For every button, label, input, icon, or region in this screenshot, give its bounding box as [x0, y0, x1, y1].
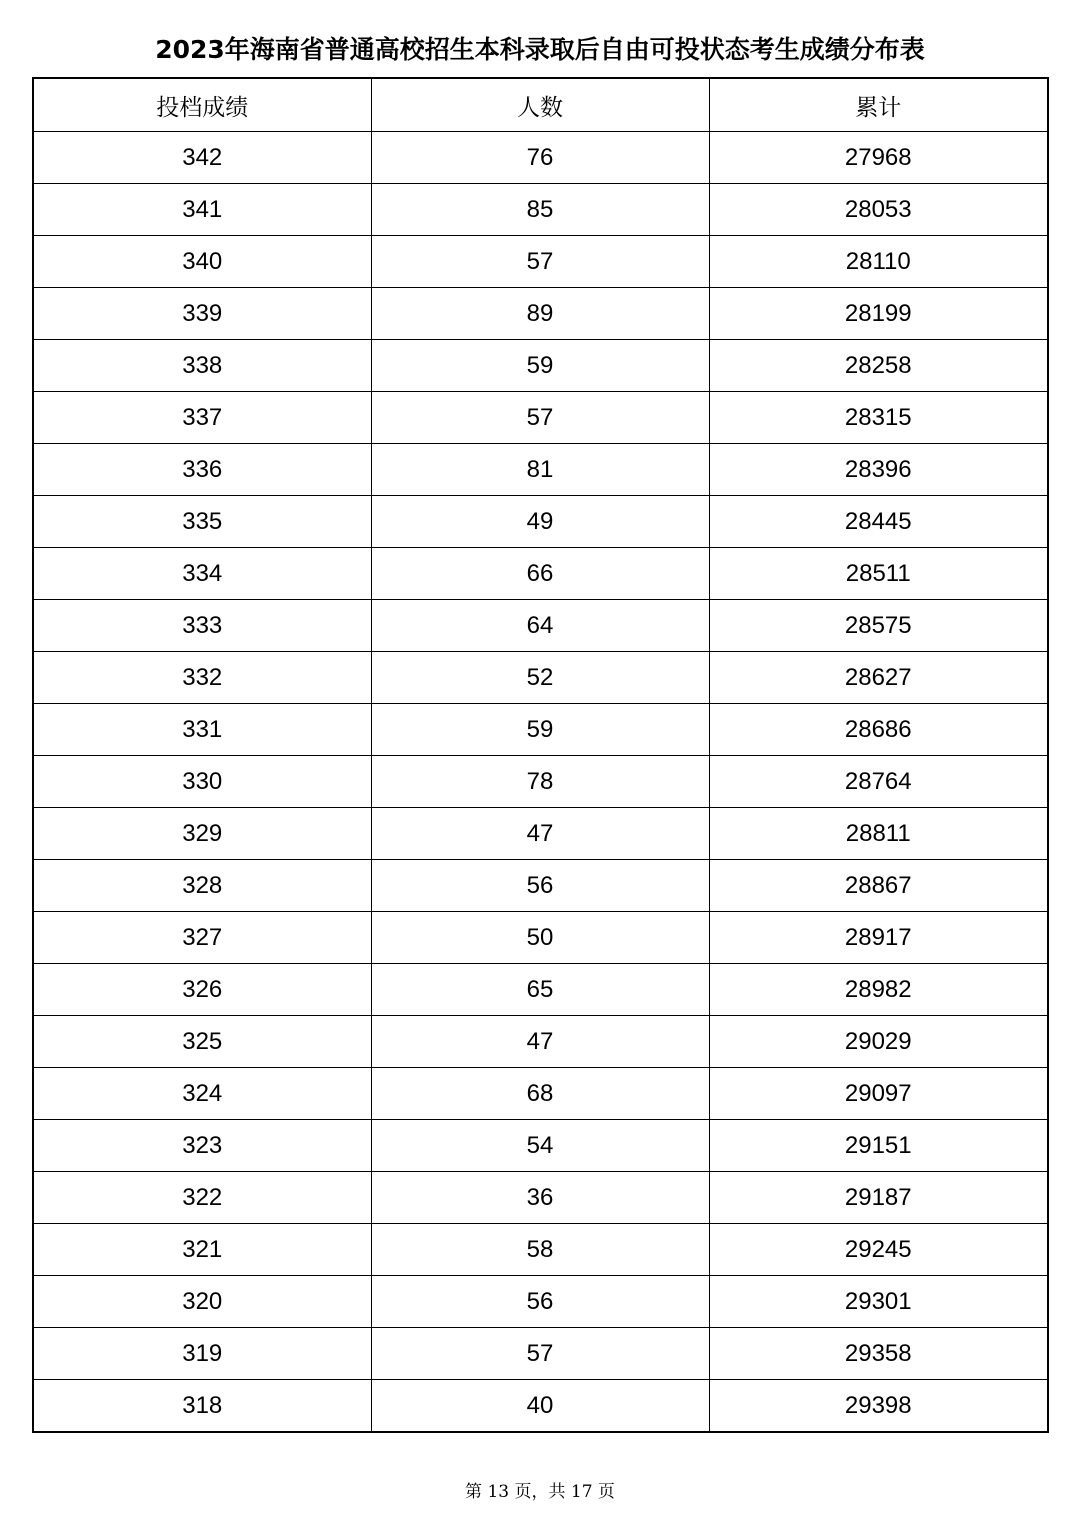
cell-cumulative: 29301 [709, 1276, 1048, 1328]
cell-cumulative: 28627 [709, 652, 1048, 704]
cell-cumulative: 28445 [709, 496, 1048, 548]
table-row [33, 1068, 1048, 1120]
cell-cumulative: 29358 [709, 1328, 1048, 1380]
cell-score: 329 [33, 808, 371, 860]
table-row [33, 1016, 1048, 1068]
cell-count: 52 [371, 652, 709, 704]
cell-score: 321 [33, 1224, 371, 1276]
cell-cumulative: 28110 [709, 236, 1048, 288]
table-row [33, 964, 1048, 1016]
cell-score: 327 [33, 912, 371, 964]
cell-cumulative: 28686 [709, 704, 1048, 756]
cell-score: 323 [33, 1120, 371, 1172]
cell-cumulative: 28867 [709, 860, 1048, 912]
cell-count: 89 [371, 288, 709, 340]
table-row [33, 1224, 1048, 1276]
table-row [33, 1120, 1048, 1172]
page-title: 2023年海南省普通高校招生本科录取后自由可投状态考生成绩分布表 [155, 35, 925, 64]
cell-score: 334 [33, 548, 371, 600]
table-row [33, 808, 1048, 860]
table-row [33, 1380, 1048, 1433]
cell-count: 58 [371, 1224, 709, 1276]
cell-count: 47 [371, 808, 709, 860]
cell-count: 57 [371, 392, 709, 444]
table-row [33, 496, 1048, 548]
cell-count: 76 [371, 132, 709, 184]
cell-count: 56 [371, 1276, 709, 1328]
cell-count: 64 [371, 600, 709, 652]
cell-cumulative: 28917 [709, 912, 1048, 964]
cell-score: 332 [33, 652, 371, 704]
cell-score: 324 [33, 1068, 371, 1120]
cell-cumulative: 29151 [709, 1120, 1048, 1172]
column-header-count: 人数 [371, 78, 709, 132]
cell-cumulative: 28811 [709, 808, 1048, 860]
cell-score: 320 [33, 1276, 371, 1328]
table-row [33, 184, 1048, 236]
cell-score: 336 [33, 444, 371, 496]
cell-cumulative: 29097 [709, 1068, 1048, 1120]
cell-cumulative: 28396 [709, 444, 1048, 496]
cell-score: 318 [33, 1380, 371, 1433]
table-row [33, 236, 1048, 288]
cell-count: 57 [371, 1328, 709, 1380]
cell-cumulative: 28199 [709, 288, 1048, 340]
table-row [33, 288, 1048, 340]
cell-score: 335 [33, 496, 371, 548]
cell-count: 54 [371, 1120, 709, 1172]
cell-score: 341 [33, 184, 371, 236]
table-row [33, 756, 1048, 808]
cell-count: 78 [371, 756, 709, 808]
cell-score: 330 [33, 756, 371, 808]
cell-score: 339 [33, 288, 371, 340]
cell-score: 326 [33, 964, 371, 1016]
cell-cumulative: 29245 [709, 1224, 1048, 1276]
cell-count: 57 [371, 236, 709, 288]
cell-score: 328 [33, 860, 371, 912]
table-row [33, 1276, 1048, 1328]
cell-cumulative: 28764 [709, 756, 1048, 808]
cell-cumulative: 28053 [709, 184, 1048, 236]
cell-count: 59 [371, 340, 709, 392]
table-row [33, 1172, 1048, 1224]
table-row [33, 860, 1048, 912]
cell-score: 319 [33, 1328, 371, 1380]
cell-count: 56 [371, 860, 709, 912]
cell-count: 50 [371, 912, 709, 964]
table-row [33, 600, 1048, 652]
cell-score: 333 [33, 600, 371, 652]
table-row [33, 340, 1048, 392]
cell-score: 340 [33, 236, 371, 288]
page-number: 第 13 页，共 17 页 [465, 1482, 615, 1502]
cell-cumulative: 28982 [709, 964, 1048, 1016]
cell-cumulative: 28315 [709, 392, 1048, 444]
table-row [33, 912, 1048, 964]
cell-count: 47 [371, 1016, 709, 1068]
table-body [33, 132, 1048, 1433]
cell-cumulative: 29187 [709, 1172, 1048, 1224]
cell-count: 49 [371, 496, 709, 548]
cell-count: 40 [371, 1380, 709, 1433]
table-row [33, 132, 1048, 184]
cell-score: 331 [33, 704, 371, 756]
cell-score: 322 [33, 1172, 371, 1224]
table-row [33, 444, 1048, 496]
score-distribution-table [32, 77, 1049, 1433]
table-row [33, 652, 1048, 704]
cell-cumulative: 28511 [709, 548, 1048, 600]
cell-cumulative: 27968 [709, 132, 1048, 184]
cell-count: 68 [371, 1068, 709, 1120]
cell-score: 337 [33, 392, 371, 444]
column-header-cumulative: 累计 [709, 78, 1048, 132]
cell-cumulative: 29398 [709, 1380, 1048, 1433]
cell-cumulative: 29029 [709, 1016, 1048, 1068]
cell-count: 36 [371, 1172, 709, 1224]
cell-count: 85 [371, 184, 709, 236]
cell-count: 66 [371, 548, 709, 600]
table-row [33, 392, 1048, 444]
cell-score: 338 [33, 340, 371, 392]
table-row [33, 1328, 1048, 1380]
cell-cumulative: 28575 [709, 600, 1048, 652]
cell-count: 81 [371, 444, 709, 496]
column-header-score: 投档成绩 [33, 78, 371, 132]
cell-score: 325 [33, 1016, 371, 1068]
cell-count: 59 [371, 704, 709, 756]
table-row [33, 548, 1048, 600]
cell-count: 65 [371, 964, 709, 1016]
table-header-row [33, 78, 1048, 132]
cell-score: 342 [33, 132, 371, 184]
cell-cumulative: 28258 [709, 340, 1048, 392]
table-row [33, 704, 1048, 756]
